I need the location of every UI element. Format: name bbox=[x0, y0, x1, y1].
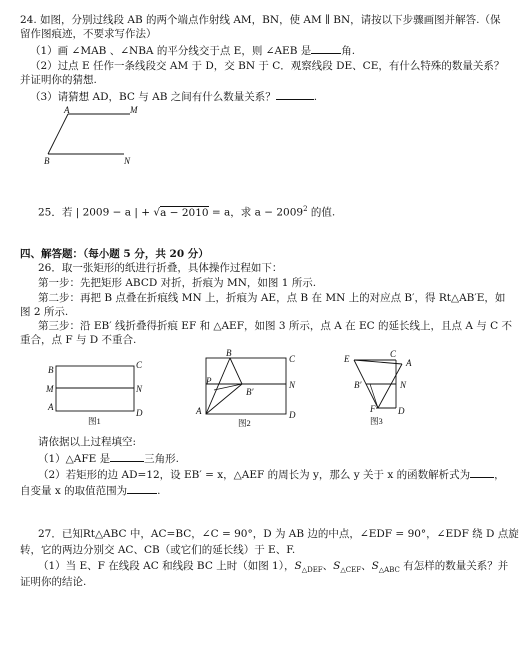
q26-fill-2-tail: ， bbox=[494, 469, 505, 481]
area-s2-sub: △CEF bbox=[340, 566, 362, 575]
q25 bbox=[38, 205, 335, 220]
answer-blank bbox=[470, 468, 494, 478]
separator: 、 bbox=[361, 560, 372, 572]
fig2-label-c: C bbox=[289, 354, 296, 364]
answer-blank bbox=[311, 44, 341, 54]
section-title: 四、解答题：（每小题 5 分，共 20 分） bbox=[20, 248, 209, 260]
q25-text-b: = a，求 a − 2009 bbox=[208, 206, 304, 219]
q24-part2-line1: （2）过点 E 任作一条线段交 AM 于 D，交 BN 于 C．观察线段 DE、CE，有什么特殊的数量关系？ bbox=[30, 60, 505, 72]
q24-stem-line2: 留作图痕迹，不要求写作法） bbox=[20, 28, 157, 40]
q27-line2: 转，它的两边分别交 AC、CB（或它们的延长线）于 E、F. bbox=[20, 544, 296, 556]
q27-line1: 27．已知Rt△ABC 中，AC=BC，∠C = 90°，D 为 AB 边的中点，∠EDF = 90°，∠EDF 绕 D 点旋 bbox=[38, 528, 519, 540]
q26-line5: 第三步：沿 EB′ 线折叠得折痕 EF 和 △AEF，如图 3 所示，点 A 在 EC 的延长线上，且点 A 与 C 不 bbox=[38, 320, 512, 332]
q24-stem-line1: 24. 如图，分别过线段 AB 的两个端点作射线 AM，BN，使 AM ∥ BN，请按以下步骤画图并解答.（保 bbox=[20, 14, 501, 26]
q26-fill-2 bbox=[38, 468, 505, 482]
fig3-label-c: C bbox=[390, 349, 397, 359]
q25-exponent: 2 bbox=[303, 205, 308, 213]
fig2-label-a: A bbox=[196, 406, 202, 416]
fig2-caption: 图2 bbox=[238, 418, 251, 428]
fig2-label-p: P bbox=[206, 376, 212, 386]
fig1-caption: 图1 bbox=[88, 416, 101, 426]
area-s1: S bbox=[294, 560, 302, 572]
q26-figure-3 bbox=[340, 348, 420, 428]
q26-fill-1 bbox=[38, 452, 179, 466]
fig2-label-b: B bbox=[226, 348, 232, 358]
q25-text-c: 的值. bbox=[307, 206, 336, 219]
fig3-caption: 图3 bbox=[370, 416, 383, 426]
q27-line3-tail: 有怎样的数量关系？并 bbox=[399, 560, 509, 572]
q27-line3-text: （1）当 E、F 在线段 AC 和线段 BC 上时（如图 1）， bbox=[38, 560, 295, 572]
q24-part1 bbox=[30, 44, 355, 58]
fig3-label-f: F bbox=[370, 404, 376, 414]
q24-part3-tail: . bbox=[313, 91, 318, 103]
q26-fill-2b-text: 自变量 x 的取值范围为 bbox=[20, 485, 128, 497]
q26-line2: 第一步：先把矩形 ABCD 对折，折痕为 MN，如图 1 所示. bbox=[38, 277, 317, 289]
area-s3: S bbox=[371, 560, 379, 572]
q26-fill-2-text: （2）若矩形的边 AD=12，设 EB′ = x，△AEF 的周长为 y，那么 y 关于 x 的函数解析式为 bbox=[38, 469, 471, 481]
q24-part2-line2: 并证明你的猜想. bbox=[20, 74, 97, 86]
fig-label-n: N bbox=[124, 156, 131, 166]
answer-blank bbox=[276, 90, 314, 100]
fig-label-b: B bbox=[44, 156, 50, 166]
fig3-label-d: D bbox=[398, 406, 405, 416]
q26-fill-2b-tail: . bbox=[157, 485, 161, 497]
answer-blank bbox=[127, 484, 157, 494]
q26-line1: 26．取一张矩形的纸进行折叠，具体操作过程如下： bbox=[38, 262, 283, 274]
q26-line4: 图 2 所示. bbox=[20, 306, 69, 318]
fig1-label-n: N bbox=[136, 384, 143, 394]
fig-label-m: M bbox=[130, 105, 138, 115]
q27-line3 bbox=[38, 560, 508, 575]
q24-figure bbox=[38, 106, 178, 166]
fig2-label-bprime: B′ bbox=[246, 387, 254, 397]
area-s2: S bbox=[333, 560, 341, 572]
q26-fill-1-tail: 三角形. bbox=[144, 453, 179, 465]
q24-part3 bbox=[30, 90, 317, 104]
q26-fill-intro: 请依据以上过程填空: bbox=[38, 436, 137, 448]
fig3-label-e: E bbox=[344, 354, 350, 364]
area-s1-sub: △DEF bbox=[301, 566, 323, 575]
q26-line3: 第二步：再把 B 点叠在折痕线 MN 上，折痕为 AE，点 B 在 MN 上的对应点 B′，得 Rt△AB′E，如 bbox=[38, 292, 506, 304]
fig1-label-m: M bbox=[46, 384, 54, 394]
fig-label-a: A bbox=[64, 105, 70, 115]
q24-part1-tail: 角. bbox=[341, 45, 356, 57]
q24-part1-text: （1）画 ∠MAB 、∠NBA 的平分线交于点 E，则 ∠AEB 是 bbox=[30, 45, 312, 57]
q24-part3-text: （3）请猜想 AD，BC 与 AB 之间有什么数量关系？ bbox=[30, 91, 276, 103]
q25-text-a: 25．若 | 2009 − a | + bbox=[38, 206, 154, 219]
q27-line4: 证明你的结论. bbox=[20, 576, 87, 588]
fig1-label-b: B bbox=[48, 365, 54, 375]
fig1-label-c: C bbox=[136, 360, 143, 370]
fig1-label-a: A bbox=[48, 402, 54, 412]
q26-figure-1 bbox=[42, 354, 152, 426]
sqrt-symbol: √ bbox=[153, 206, 161, 219]
q26-fill-2-line2 bbox=[20, 484, 160, 498]
fig3-label-bprime: B′ bbox=[354, 380, 362, 390]
answer-blank bbox=[110, 452, 144, 462]
q26-line6: 重合，点 F 与 D 不重合. bbox=[20, 334, 137, 346]
fig1-label-d: D bbox=[136, 408, 143, 418]
area-s3-sub: △ABC bbox=[378, 566, 400, 575]
q26-figure-2 bbox=[192, 348, 304, 428]
fig3-label-a: A bbox=[406, 358, 412, 368]
fig3-label-n: N bbox=[400, 380, 407, 390]
q26-fill-1-text: （1）△AFE 是 bbox=[38, 453, 111, 465]
separator: 、 bbox=[322, 560, 334, 572]
fig2-label-n: N bbox=[289, 380, 296, 390]
fig2-label-d: D bbox=[289, 410, 296, 420]
q25-radicand: a − 2010 bbox=[160, 206, 209, 219]
